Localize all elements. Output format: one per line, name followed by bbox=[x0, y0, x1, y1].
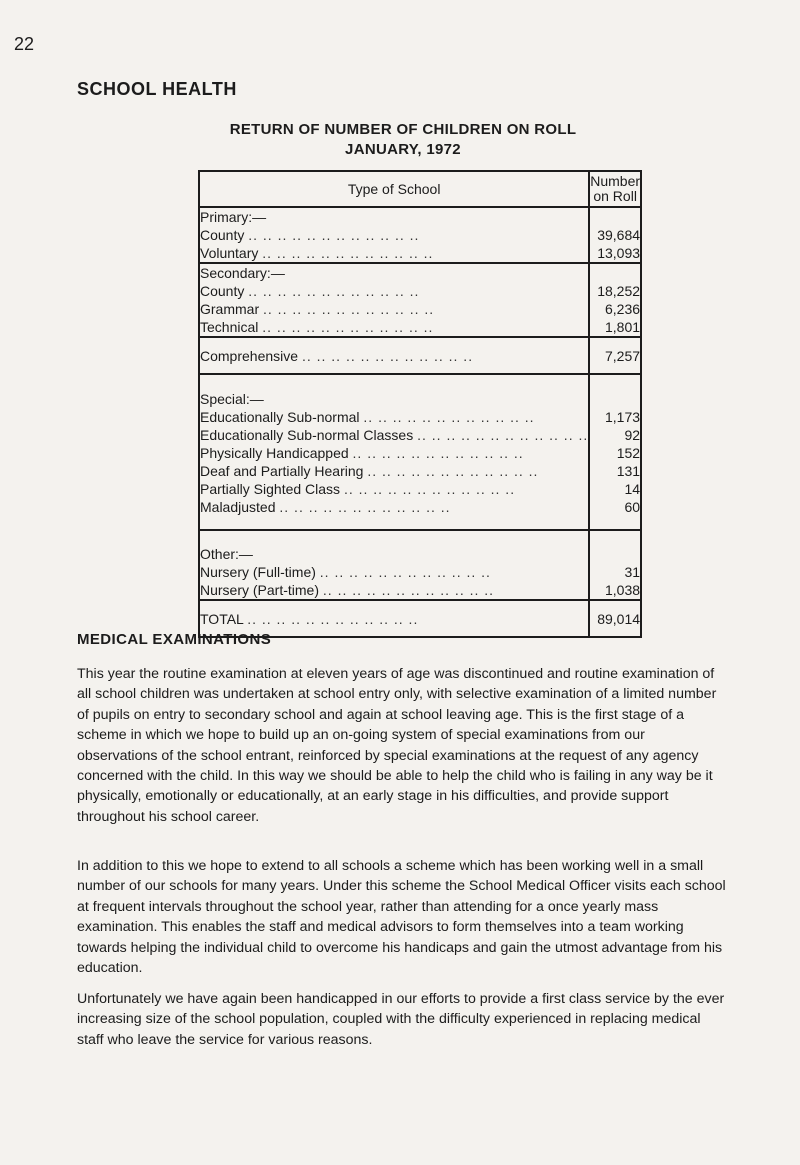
paragraph: Unfortunately we have again been handicapped in our efforts to provide a first class service by the ever increasing size of the school population, coupled with the difficulty experienced in replacing medical staff who leave the service for various reasons. bbox=[77, 991, 725, 1048]
row-value: 39,684 bbox=[597, 227, 641, 243]
row-name: Grammar bbox=[200, 301, 260, 317]
leader-dots: .. .. .. .. .. .. .. .. .. .. .. .. bbox=[343, 481, 516, 497]
row-value: 92 bbox=[624, 427, 641, 443]
row-name: Comprehensive bbox=[200, 347, 299, 364]
row-name: Nursery (Part-time) bbox=[200, 582, 320, 598]
group-label: Primary:— bbox=[200, 209, 267, 225]
row-value: 31 bbox=[624, 564, 641, 580]
row-value: 6,236 bbox=[605, 301, 641, 317]
total-label: TOTAL bbox=[200, 610, 244, 627]
leader-dots: .. .. .. .. .. .. .. .. .. .. .. .. bbox=[248, 227, 420, 243]
row-value: 152 bbox=[616, 445, 641, 461]
row-name: Maladjusted bbox=[200, 499, 276, 515]
paragraph: In addition to this we hope to extend to all schools a scheme which has been working well in a small number of our schools for many years. Under this scheme the School Medical Officer visits each school at frequent intervals throughout the school year, rather than attending for a once yearly mass examination. This enables the staff and medical advisors to form themselves into a team working towards helping the individual child to overcome his handicaps and gain the utmost advantage from his education. bbox=[77, 858, 726, 977]
leader-dots: .. .. .. .. .. .. .. .. .. .. .. .. bbox=[417, 427, 589, 443]
leader-dots: .. .. .. .. .. .. .. .. .. .. .. .. bbox=[248, 283, 420, 299]
group-label: Other:— bbox=[200, 546, 253, 562]
row-name: County bbox=[200, 283, 245, 299]
table-row-group-secondary bbox=[199, 263, 641, 337]
leader-dots: .. .. .. .. .. .. .. .. .. .. .. .. bbox=[367, 463, 539, 479]
paragraph: This year the routine examination at eleven years of age was discontinued and routine examination of all school children was undertaken at school entry only, with selective examination of a limited number of pupils on entry to secondary school and again at school leaving age. This is the first stage of a scheme in which we hope to build up an on-going system of special examinations from our observations of the school entrant, reinforced by special examinations at the request of any agency concerned with the child. In this way we should be able to help the child who is failing in any way be it physically, emotionally or educationally, at an early stage in his difficulties, and provide support throughout his school career. bbox=[77, 666, 717, 825]
leader-dots: .. .. .. .. .. .. .. .. .. .. .. .. bbox=[262, 245, 434, 261]
leader-dots: .. .. .. .. .. .. .. .. .. .. .. .. bbox=[263, 301, 435, 317]
leader-dots: .. .. .. .. .. .. .. .. .. .. .. .. bbox=[301, 347, 474, 364]
leader-dots: .. .. .. .. .. .. .. .. .. .. .. .. bbox=[363, 409, 535, 425]
table-title bbox=[0, 120, 800, 160]
leader-dots: .. .. .. .. .. .. .. .. .. .. .. .. bbox=[352, 445, 524, 461]
row-value: 1,038 bbox=[605, 582, 641, 598]
children-on-roll-table bbox=[198, 170, 642, 638]
leader-dots: .. .. .. .. .. .. .. .. .. .. .. .. bbox=[262, 319, 434, 335]
section-title: SCHOOL HEALTH bbox=[77, 79, 237, 99]
page-number: 22 bbox=[14, 34, 35, 54]
row-name: Nursery (Full-time) bbox=[200, 564, 316, 580]
table-row-group-primary bbox=[199, 207, 641, 263]
table-row-comprehensive bbox=[199, 337, 641, 374]
row-value: 14 bbox=[624, 481, 641, 497]
row-value: 13,093 bbox=[597, 245, 641, 261]
group-label: Secondary:— bbox=[200, 265, 285, 281]
row-name: Deaf and Partially Hearing bbox=[200, 463, 364, 479]
row-value: 1,173 bbox=[605, 409, 641, 425]
table-row-group-special bbox=[199, 374, 641, 530]
row-value: 60 bbox=[624, 499, 641, 515]
table-row-group-other bbox=[199, 530, 641, 600]
row-name: Partially Sighted Class bbox=[200, 481, 341, 497]
leader-dots: .. .. .. .. .. .. .. .. .. .. .. .. bbox=[322, 582, 495, 598]
row-value: 1,801 bbox=[605, 319, 641, 335]
row-value: 7,257 bbox=[605, 347, 641, 364]
row-name: Voluntary bbox=[200, 245, 259, 261]
row-name: Educationally Sub-normal Classes bbox=[200, 427, 414, 443]
row-name: Educationally Sub-normal bbox=[200, 409, 360, 425]
medical-examinations-heading: MEDICAL EXAMINATIONS bbox=[77, 631, 272, 648]
row-value: 18,252 bbox=[597, 283, 641, 299]
table-title-line2: JANUARY, 1972 bbox=[345, 141, 461, 158]
header-number-on-roll: Number on Roll bbox=[589, 171, 641, 207]
row-name: County bbox=[200, 227, 245, 243]
leader-dots: .. .. .. .. .. .. .. .. .. .. .. .. bbox=[247, 610, 419, 627]
group-label: Special:— bbox=[200, 391, 264, 407]
table-title-line1: RETURN OF NUMBER OF CHILDREN ON ROLL bbox=[229, 121, 577, 138]
row-value: 131 bbox=[616, 463, 641, 479]
leader-dots: .. .. .. .. .. .. .. .. .. .. .. .. bbox=[279, 499, 451, 515]
header-type-of-school: Type of School bbox=[199, 171, 589, 207]
leader-dots: .. .. .. .. .. .. .. .. .. .. .. .. bbox=[319, 564, 491, 580]
total-value: 89,014 bbox=[597, 610, 641, 627]
row-name: Technical bbox=[200, 319, 259, 335]
row-name: Physically Handicapped bbox=[200, 445, 349, 461]
